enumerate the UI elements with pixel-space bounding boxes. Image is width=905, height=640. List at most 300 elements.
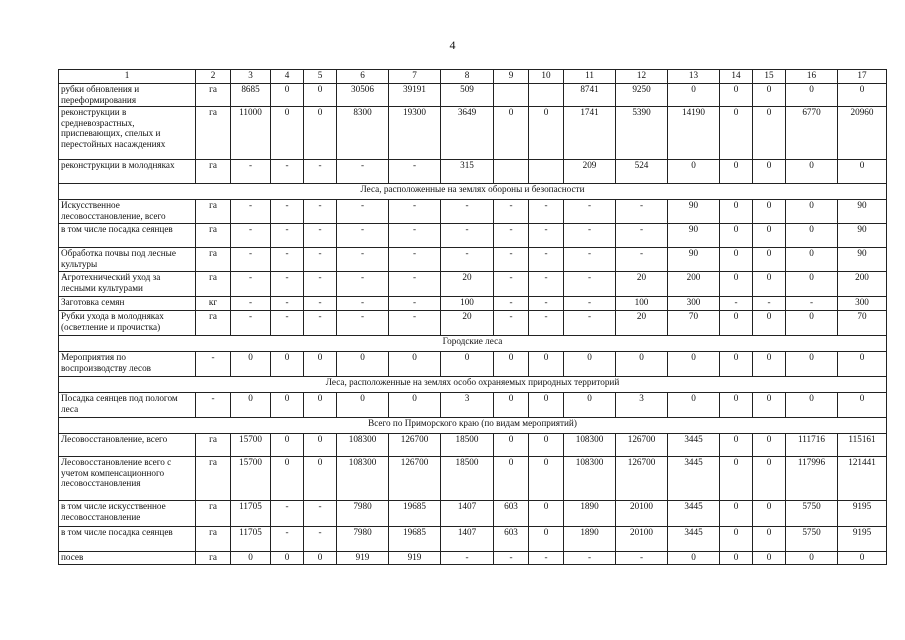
value-cell: - (564, 248, 616, 272)
unit-cell: - (196, 352, 231, 377)
column-number-cell: 1 (59, 70, 196, 84)
section-heading-row (59, 377, 887, 393)
table-row (59, 311, 887, 336)
value-cell: 0 (271, 84, 304, 107)
value-cell: 8685 (231, 84, 271, 107)
value-cell: - (389, 272, 441, 297)
value-cell: - (231, 160, 271, 184)
measure-name-cell: Лесовосстановление, всего (59, 434, 196, 457)
value-cell: - (389, 248, 441, 272)
value-cell: 30506 (337, 84, 389, 107)
value-cell: 11705 (231, 527, 271, 552)
value-cell: 108300 (337, 434, 389, 457)
value-cell: - (529, 311, 564, 336)
measure-name-cell: посев (59, 552, 196, 565)
value-cell: 0 (529, 107, 564, 160)
table-row (59, 224, 887, 248)
value-cell: 0 (786, 84, 838, 107)
value-cell: 0 (786, 160, 838, 184)
value-cell: 111716 (786, 434, 838, 457)
value-cell: - (271, 248, 304, 272)
value-cell: - (337, 311, 389, 336)
column-number-cell: 11 (564, 70, 616, 84)
value-cell: 100 (616, 297, 668, 311)
column-number-cell: 17 (838, 70, 887, 84)
value-cell: 5750 (786, 501, 838, 527)
column-number-cell: 9 (494, 70, 529, 84)
measure-name-cell: Обработка почвы под лесные культуры (59, 248, 196, 272)
section-title: Всего по Приморского краю (по видам мероприятий) (59, 418, 887, 434)
value-cell: 0 (753, 200, 786, 224)
table-row (59, 84, 887, 107)
value-cell: 1890 (564, 527, 616, 552)
value-cell: - (231, 272, 271, 297)
column-number-row (59, 70, 887, 84)
value-cell: 20960 (838, 107, 887, 160)
column-number-cell: 14 (720, 70, 753, 84)
value-cell: 0 (753, 457, 786, 501)
value-cell: 0 (838, 552, 887, 565)
value-cell: 0 (720, 160, 753, 184)
measure-name-cell: Рубки ухода в молодняках (осветление и прочистка) (59, 311, 196, 336)
value-cell: - (337, 248, 389, 272)
value-cell: - (494, 224, 529, 248)
measure-name-cell: Заготовка семян (59, 297, 196, 311)
value-cell: - (271, 311, 304, 336)
unit-cell: га (196, 552, 231, 565)
unit-cell: га (196, 107, 231, 160)
value-cell: 0 (231, 352, 271, 377)
value-cell: 0 (304, 84, 337, 107)
value-cell: 9195 (838, 501, 887, 527)
value-cell: 0 (271, 434, 304, 457)
measure-name-cell: Искусственное лесовосстановление, всего (59, 200, 196, 224)
value-cell: 0 (720, 272, 753, 297)
value-cell: 1407 (441, 527, 494, 552)
value-cell: 0 (494, 434, 529, 457)
value-cell: - (564, 224, 616, 248)
value-cell: - (494, 311, 529, 336)
value-cell: 20 (616, 311, 668, 336)
value-cell: 0 (786, 248, 838, 272)
table-row (59, 393, 887, 418)
value-cell: 9250 (616, 84, 668, 107)
value-cell: 14190 (668, 107, 720, 160)
measure-name-cell: Посадка сеянцев под пологом леса (59, 393, 196, 418)
value-cell: 0 (720, 457, 753, 501)
value-cell: 20 (616, 272, 668, 297)
value-cell: 0 (668, 393, 720, 418)
value-cell: 108300 (337, 457, 389, 501)
value-cell: - (441, 200, 494, 224)
value-cell: 0 (753, 552, 786, 565)
value-cell: 0 (529, 457, 564, 501)
value-cell: - (271, 501, 304, 527)
value-cell: - (786, 297, 838, 311)
value-cell: - (564, 272, 616, 297)
value-cell: - (441, 248, 494, 272)
value-cell: 0 (720, 527, 753, 552)
value-cell: 0 (529, 527, 564, 552)
value-cell: 0 (271, 552, 304, 565)
value-cell: 0 (668, 552, 720, 565)
value-cell: 919 (389, 552, 441, 565)
value-cell: 0 (616, 352, 668, 377)
value-cell: 0 (786, 552, 838, 565)
measure-name-cell: реконструкции в средневозрастных, приспевающих, спелых и перестойных насаждениях (59, 107, 196, 160)
value-cell: 0 (720, 393, 753, 418)
value-cell: 5750 (786, 527, 838, 552)
value-cell: 90 (668, 224, 720, 248)
unit-cell: га (196, 200, 231, 224)
value-cell: 0 (337, 352, 389, 377)
value-cell: 0 (668, 84, 720, 107)
table-row (59, 434, 887, 457)
value-cell: - (304, 200, 337, 224)
value-cell: 0 (786, 311, 838, 336)
unit-cell: - (196, 393, 231, 418)
value-cell: 300 (838, 297, 887, 311)
value-cell: - (337, 272, 389, 297)
column-number-cell: 13 (668, 70, 720, 84)
value-cell: 115161 (838, 434, 887, 457)
value-cell: - (616, 224, 668, 248)
table-row (59, 248, 887, 272)
value-cell: - (564, 311, 616, 336)
unit-cell: га (196, 84, 231, 107)
unit-cell: га (196, 457, 231, 501)
value-cell: 1741 (564, 107, 616, 160)
value-cell: 3 (616, 393, 668, 418)
value-cell: 0 (271, 393, 304, 418)
value-cell: - (271, 200, 304, 224)
column-number-cell: 2 (196, 70, 231, 84)
value-cell: 0 (720, 501, 753, 527)
value-cell: 0 (271, 107, 304, 160)
value-cell: 524 (616, 160, 668, 184)
value-cell: 1890 (564, 501, 616, 527)
value-cell: 0 (529, 434, 564, 457)
value-cell: 0 (529, 352, 564, 377)
section-title: Городские леса (59, 336, 887, 352)
table-row (59, 272, 887, 297)
table-row (59, 200, 887, 224)
unit-cell: га (196, 248, 231, 272)
value-cell: 6770 (786, 107, 838, 160)
value-cell: - (337, 297, 389, 311)
value-cell: - (494, 200, 529, 224)
value-cell: 0 (271, 352, 304, 377)
value-cell: 0 (668, 160, 720, 184)
value-cell: 121441 (838, 457, 887, 501)
value-cell: 20100 (616, 527, 668, 552)
value-cell: - (494, 272, 529, 297)
column-number-cell: 3 (231, 70, 271, 84)
value-cell: 0 (753, 160, 786, 184)
value-cell: 0 (753, 393, 786, 418)
value-cell: 200 (668, 272, 720, 297)
value-cell: - (494, 552, 529, 565)
value-cell: 39191 (389, 84, 441, 107)
unit-cell: га (196, 272, 231, 297)
value-cell: 0 (389, 352, 441, 377)
section-title: Леса, расположенные на землях обороны и безопасности (59, 184, 887, 200)
measure-name-cell: реконструкции в молодняках (59, 160, 196, 184)
forest-measures-table (58, 69, 887, 565)
value-cell: 0 (753, 527, 786, 552)
value-cell: 0 (786, 393, 838, 418)
value-cell: 0 (838, 84, 887, 107)
value-cell: - (337, 224, 389, 248)
value-cell: 0 (304, 352, 337, 377)
value-cell: 90 (838, 248, 887, 272)
measure-name-cell: Агротехнический уход за лесными культурами (59, 272, 196, 297)
value-cell: 0 (441, 352, 494, 377)
value-cell: - (271, 272, 304, 297)
value-cell: 15700 (231, 434, 271, 457)
value-cell (529, 84, 564, 107)
value-cell: 0 (753, 248, 786, 272)
value-cell: - (337, 200, 389, 224)
value-cell: - (441, 552, 494, 565)
value-cell: - (231, 311, 271, 336)
value-cell: - (271, 527, 304, 552)
unit-cell: га (196, 311, 231, 336)
value-cell: 919 (337, 552, 389, 565)
value-cell: 0 (304, 393, 337, 418)
column-number-cell: 7 (389, 70, 441, 84)
value-cell: - (337, 160, 389, 184)
table-row (59, 552, 887, 565)
value-cell: 20 (441, 272, 494, 297)
value-cell: 0 (389, 393, 441, 418)
page-number: 4 (449, 38, 456, 52)
value-cell: 11705 (231, 501, 271, 527)
column-number-cell: 8 (441, 70, 494, 84)
value-cell: - (231, 224, 271, 248)
column-number-cell: 6 (337, 70, 389, 84)
value-cell: 3 (441, 393, 494, 418)
value-cell: - (753, 297, 786, 311)
value-cell: 0 (753, 434, 786, 457)
value-cell: 0 (753, 224, 786, 248)
unit-cell: кг (196, 297, 231, 311)
value-cell: 3445 (668, 527, 720, 552)
table-row (59, 457, 887, 501)
value-cell: 0 (231, 393, 271, 418)
value-cell: 3445 (668, 434, 720, 457)
value-cell: 19300 (389, 107, 441, 160)
value-cell: 0 (720, 311, 753, 336)
value-cell: 18500 (441, 434, 494, 457)
value-cell: 0 (786, 352, 838, 377)
value-cell: 0 (494, 352, 529, 377)
column-number-cell: 5 (304, 70, 337, 84)
value-cell: 8300 (337, 107, 389, 160)
column-number-cell: 10 (529, 70, 564, 84)
value-cell: 126700 (616, 457, 668, 501)
value-cell: 0 (838, 393, 887, 418)
value-cell: - (304, 297, 337, 311)
unit-cell: га (196, 224, 231, 248)
value-cell: 0 (720, 434, 753, 457)
value-cell: 9195 (838, 527, 887, 552)
value-cell: 126700 (389, 434, 441, 457)
table-row (59, 527, 887, 552)
value-cell: 108300 (564, 457, 616, 501)
value-cell: 0 (564, 352, 616, 377)
value-cell: 7980 (337, 501, 389, 527)
value-cell: 0 (304, 107, 337, 160)
value-cell: 0 (720, 552, 753, 565)
value-cell: 8741 (564, 84, 616, 107)
value-cell: - (564, 297, 616, 311)
value-cell: 0 (786, 272, 838, 297)
measure-name-cell: рубки обновления и переформирования (59, 84, 196, 107)
value-cell: 7980 (337, 527, 389, 552)
value-cell: 70 (668, 311, 720, 336)
value-cell: - (304, 160, 337, 184)
value-cell (494, 160, 529, 184)
value-cell: 0 (494, 393, 529, 418)
value-cell: - (564, 200, 616, 224)
column-number-cell: 16 (786, 70, 838, 84)
value-cell: - (616, 248, 668, 272)
value-cell: 0 (304, 434, 337, 457)
value-cell: 315 (441, 160, 494, 184)
value-cell: - (389, 160, 441, 184)
measure-name-cell: в том числе искусственное лесовосстановление (59, 501, 196, 527)
value-cell: - (271, 224, 304, 248)
measure-name-cell: Лесовосстановление всего с учетом компенсационного лесовосстановления (59, 457, 196, 501)
unit-cell: га (196, 501, 231, 527)
value-cell: 0 (271, 457, 304, 501)
value-cell: - (616, 200, 668, 224)
table-row (59, 160, 887, 184)
value-cell: - (304, 224, 337, 248)
value-cell: - (231, 200, 271, 224)
value-cell: - (389, 311, 441, 336)
value-cell: 0 (720, 107, 753, 160)
value-cell: 0 (231, 552, 271, 565)
value-cell: 5390 (616, 107, 668, 160)
value-cell: 0 (753, 311, 786, 336)
value-cell: 200 (838, 272, 887, 297)
column-number-cell: 15 (753, 70, 786, 84)
value-cell: 0 (720, 352, 753, 377)
value-cell: - (529, 272, 564, 297)
value-cell: - (304, 272, 337, 297)
value-cell: 0 (786, 200, 838, 224)
value-cell: 209 (564, 160, 616, 184)
value-cell: - (529, 248, 564, 272)
value-cell: 3649 (441, 107, 494, 160)
measure-name-cell: Мероприятия по воспроизводству лесов (59, 352, 196, 377)
value-cell: 603 (494, 501, 529, 527)
value-cell (494, 84, 529, 107)
value-cell: - (304, 248, 337, 272)
value-cell: 0 (838, 352, 887, 377)
value-cell: 0 (838, 160, 887, 184)
table-row (59, 107, 887, 160)
value-cell: 100 (441, 297, 494, 311)
value-cell: 0 (753, 272, 786, 297)
value-cell: 300 (668, 297, 720, 311)
value-cell: 126700 (389, 457, 441, 501)
value-cell: 20 (441, 311, 494, 336)
value-cell: 0 (668, 352, 720, 377)
unit-cell: га (196, 160, 231, 184)
section-heading-row (59, 336, 887, 352)
value-cell: 509 (441, 84, 494, 107)
value-cell: 0 (753, 352, 786, 377)
value-cell: - (389, 200, 441, 224)
value-cell: 0 (304, 457, 337, 501)
value-cell: 70 (838, 311, 887, 336)
value-cell: - (564, 552, 616, 565)
value-cell: 19685 (389, 501, 441, 527)
value-cell: 603 (494, 527, 529, 552)
value-cell: 3445 (668, 457, 720, 501)
value-cell: - (389, 297, 441, 311)
value-cell: 108300 (564, 434, 616, 457)
value-cell: - (529, 200, 564, 224)
value-cell: 1407 (441, 501, 494, 527)
value-cell: 0 (529, 501, 564, 527)
value-cell: 117996 (786, 457, 838, 501)
value-cell: 90 (668, 248, 720, 272)
value-cell: - (271, 160, 304, 184)
measure-name-cell: в том числе посадка сеянцев (59, 224, 196, 248)
value-cell: - (720, 297, 753, 311)
value-cell: 90 (838, 224, 887, 248)
unit-cell: га (196, 527, 231, 552)
value-cell: - (389, 224, 441, 248)
value-cell: - (529, 224, 564, 248)
unit-cell: га (196, 434, 231, 457)
value-cell: 15700 (231, 457, 271, 501)
table-row (59, 297, 887, 311)
value-cell: 19685 (389, 527, 441, 552)
value-cell: 126700 (616, 434, 668, 457)
table-row (59, 501, 887, 527)
value-cell: - (441, 224, 494, 248)
value-cell: 0 (720, 200, 753, 224)
value-cell: 0 (529, 393, 564, 418)
value-cell: - (231, 297, 271, 311)
value-cell: 90 (838, 200, 887, 224)
value-cell: - (271, 297, 304, 311)
section-title: Леса, расположенные на землях особо охраняемых природных территорий (59, 377, 887, 393)
value-cell: 18500 (441, 457, 494, 501)
value-cell: - (231, 248, 271, 272)
measure-name-cell: в том числе посадка сеянцев (59, 527, 196, 552)
value-cell: 3445 (668, 501, 720, 527)
value-cell: - (304, 501, 337, 527)
value-cell: 0 (720, 224, 753, 248)
value-cell: - (494, 248, 529, 272)
value-cell: - (529, 297, 564, 311)
value-cell: 0 (337, 393, 389, 418)
value-cell: 0 (304, 552, 337, 565)
value-cell: 0 (720, 84, 753, 107)
column-number-cell: 4 (271, 70, 304, 84)
table-row (59, 352, 887, 377)
value-cell: - (529, 552, 564, 565)
value-cell: - (616, 552, 668, 565)
value-cell: 90 (668, 200, 720, 224)
value-cell: 0 (720, 248, 753, 272)
